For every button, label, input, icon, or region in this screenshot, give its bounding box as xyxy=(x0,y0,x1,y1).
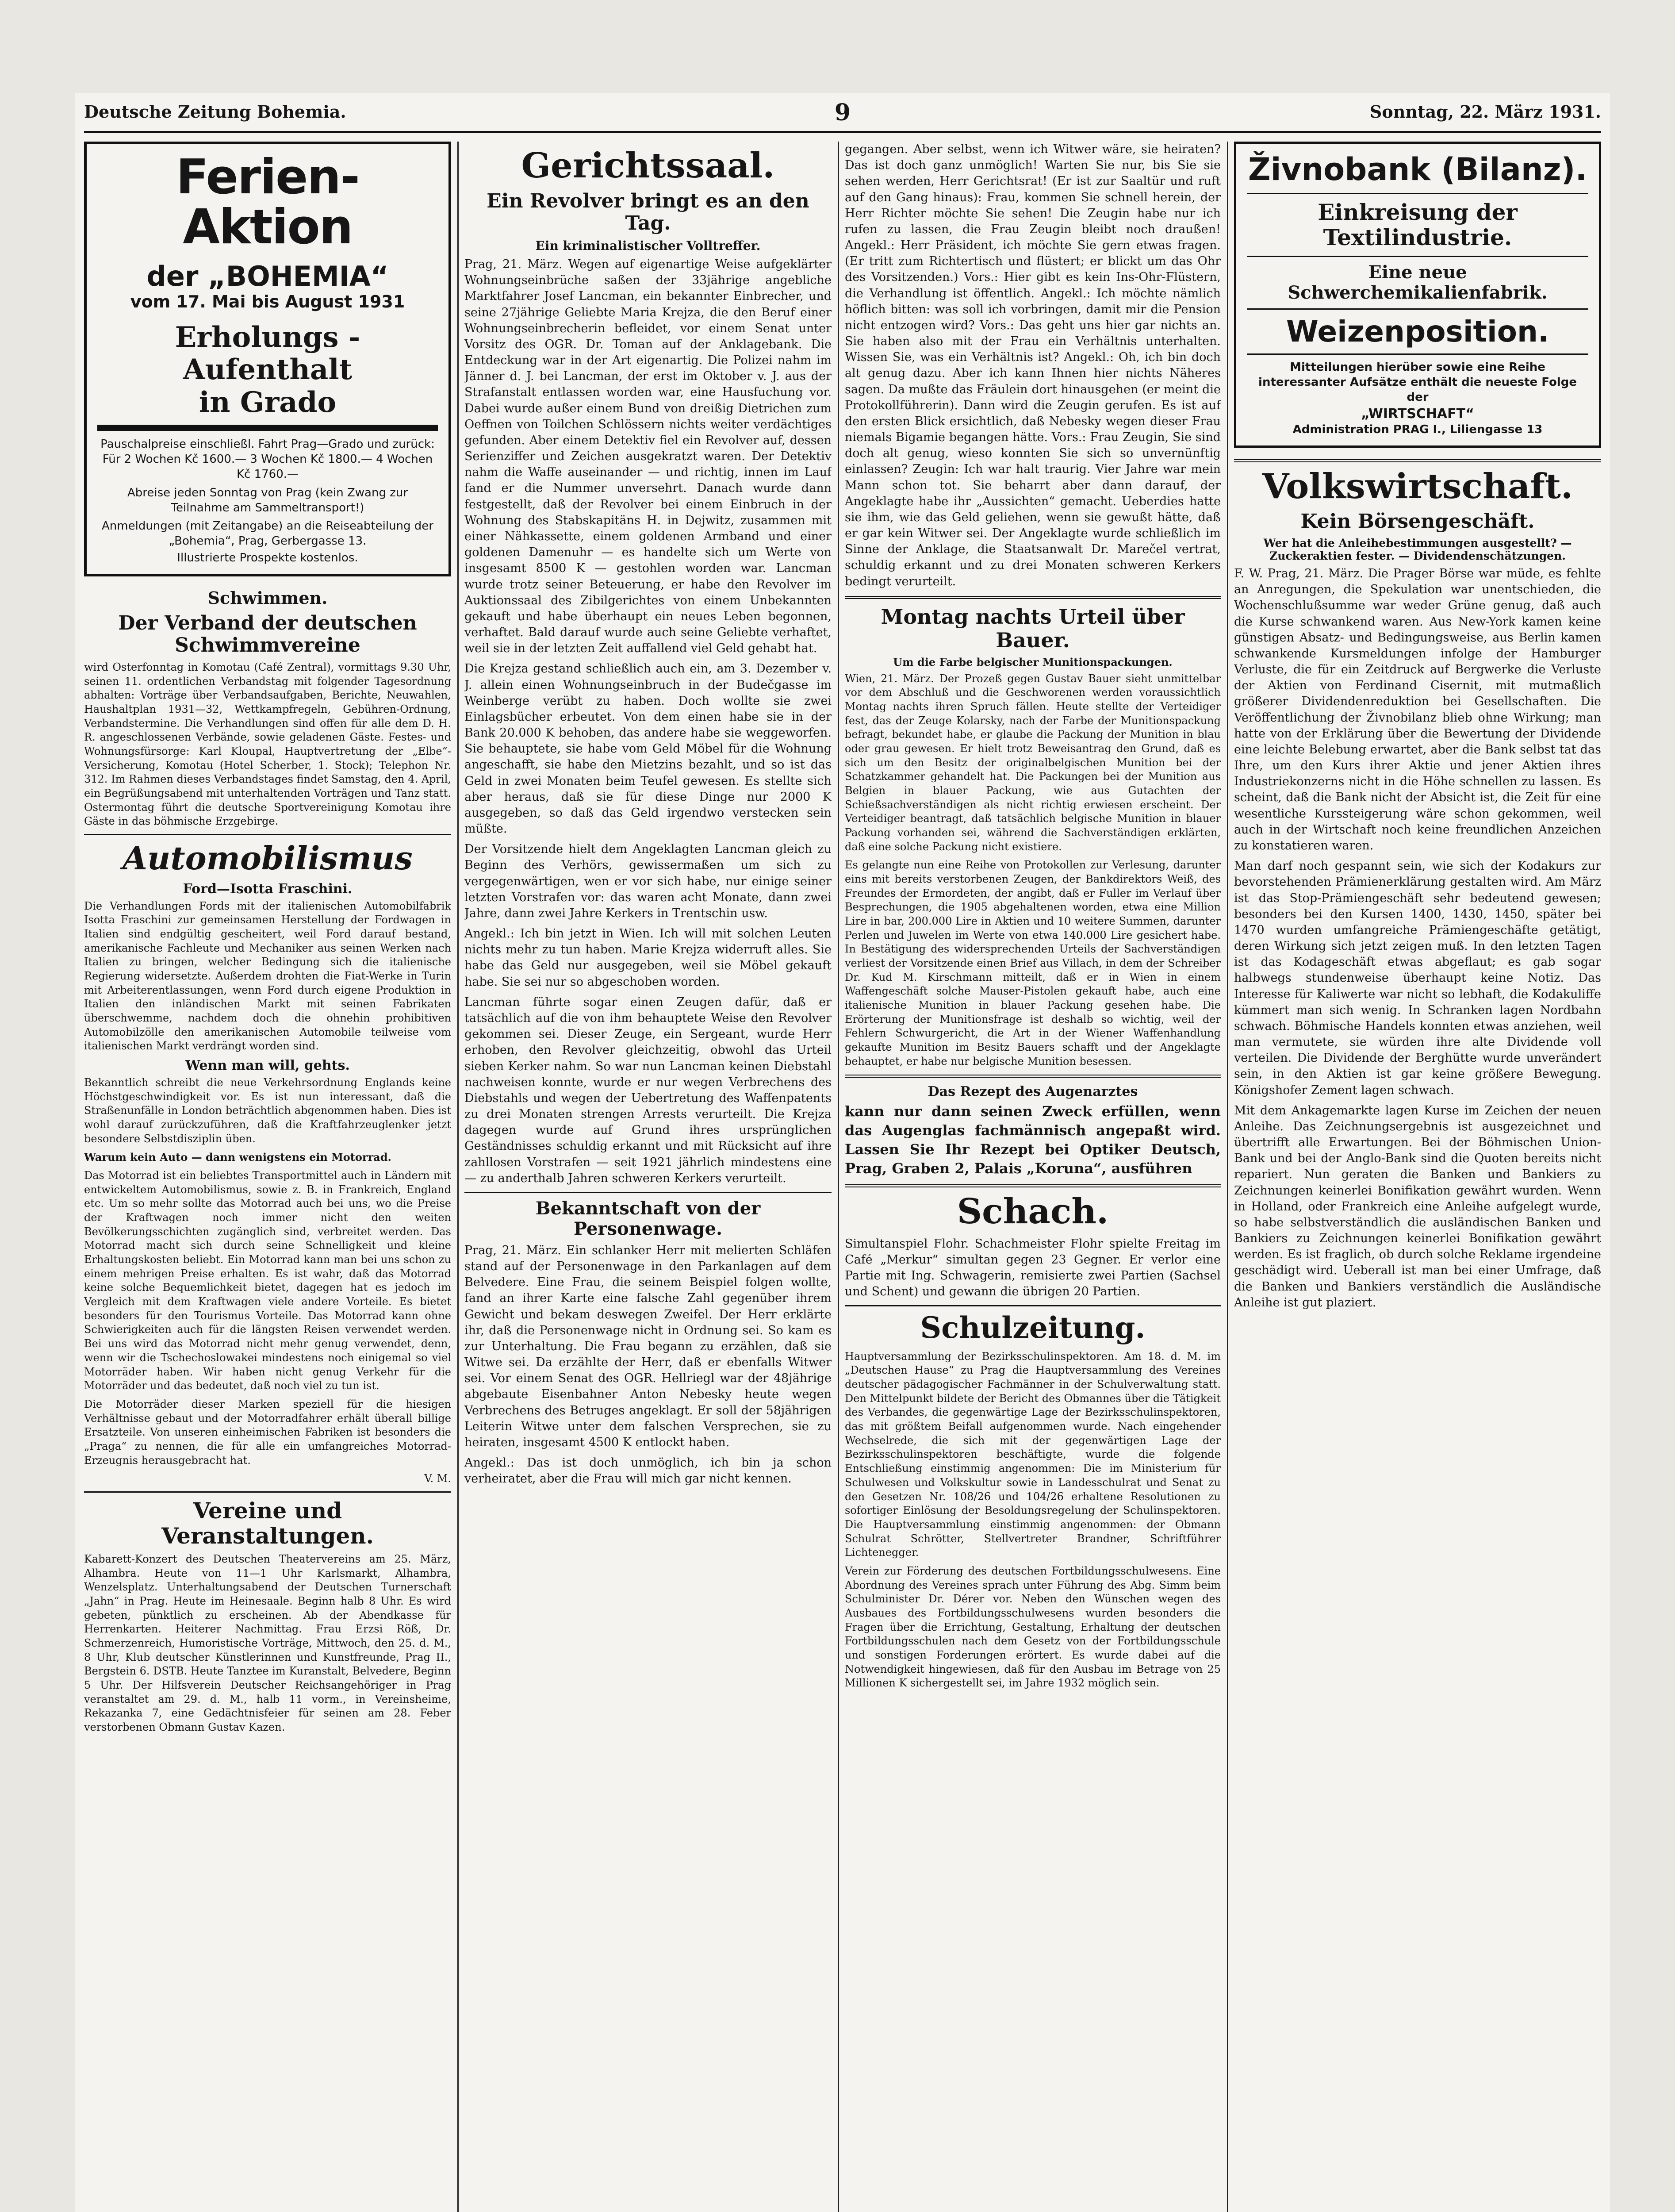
section-heading: Schwimmen. xyxy=(207,588,328,608)
column-divider xyxy=(838,142,839,2212)
article-body: Das Motorrad ist ein beliebtes Transportmittel auch in Ländern mit entwickeltem Automobilismus, sowie z. B. in Frankreich, England etc. Um so mehr sollte das Motorrad auch bei uns, wo die Preise der Kraftwagen noch immer nicht den weiten Bevölkerungsschichten zugänglich sind, verbreitet werden. Das Motorrad macht sich durch seine Schnelligkeit und kleine Erhaltungskosten beliebt. Ein Motorrad kann man bei uns schon zu einem mehrigen Preise erhalten. Es ist wahr, daß das Motorrad keine solche Bequemlichkeit bietet, dagegen hat es jedoch im Vergleich mit dem Kraftwagen viele andere Vorteile. Es bietet besonders für den Tourismus Vorteile. Das Motorrad kann ohne Schwierigkeiten auch für die längsten Reisen verwendet werden. Bei uns wird das Motorrad nicht mehr genug verwendet, denn, wenn wir die Tschechoslowakei mindestens noch einigemal so viel Motorräder haben. Wir haben nicht genug Verkehr für die Motorräder und das bedeutet, daß noch viel zu tun ist. xyxy=(84,1169,451,1392)
rule xyxy=(845,1184,1221,1187)
ad-line: Einkreisung der Textilindustrie. xyxy=(1318,199,1518,250)
rule xyxy=(845,1305,1221,1306)
article-body: Simultanspiel Flohr. Schachmeister Flohr spielte Freitag im Café „Merkur“ simultan gegen 23 Gegner. Er verlor eine Partie mit Ing. Schwagerin, remisierte zwei Partien (Sachsel und Schent) und gewann die übrigen 20 Partien. xyxy=(845,1237,1221,1299)
column-divider xyxy=(457,142,459,2212)
section-heading: Automobilismus xyxy=(123,839,413,877)
article-body: Hauptversammlung der Bezirksschulinspektoren. Am 18. d. M. im „Deutschen Hause“ zu Prag die Hauptversammlung des Vereines deutscher pädagogischer Fachmänner in der Schulverwaltung statt. Den Mittelpunkt bildete der Bericht des Obmannes über die Tätigkeit des Verbandes, die gegenwärtige Lage der Bezirksschulinspektoren, das mit größtem Beifall aufgenommen wurde. Nach eingehender Wechselrede, die sich mit der gegenwärtigen Lage der Bezirksschulinspektoren beschäftigte, wurde die folgende Entschließung einstimmig angenommen: Die im Ministerium für Schulwesen und Volkskultur sowie in Landesschulrat und Senat zu den Gesetzen Nr. 108/26 und 104/26 erhaltene Resolutionen zu sofortiger Einlösung der Besoldungsregelung der Schulinspektoren. Die Hauptversammlung einstimmig angenommen: der Obmann Schulrat Schrötter, Stellvertreter Brandner, Schriftführer Lichtenegger. xyxy=(845,1350,1221,1559)
article-body: Angekl.: Das ist doch unmöglich, ich bin ja schon verheiratet, aber die Frau will mich gar nicht kennen. xyxy=(464,1456,832,1486)
rule xyxy=(1247,308,1588,310)
article-title: Der Verband der deutschen Schwimmvereine xyxy=(118,611,417,657)
article-body: Bekanntlich schreibt die neue Verkehrsordnung Englands keine Höchstgeschwindigkeit vor. Es ist nun interessant, daß die Straßenunfälle in London beträchtlich abgenommen haben. Dies ist wohl darauf zurückzuführen, daß die Kraftfahrzeuglenker jetzt besondere Selbstdisziplin üben. xyxy=(84,1076,451,1145)
rule xyxy=(845,1075,1221,1078)
article-subtitle: Wer hat die Anleihebestimmungen ausgestellt? — Zuckeraktien fester. — Dividendenschätzungen. xyxy=(1263,537,1572,563)
article-title: Kein Börsengeschäft. xyxy=(1300,510,1535,533)
ad-wirtschaft: „WIRTSCHAFT“ xyxy=(1361,406,1474,422)
rule xyxy=(84,1491,451,1493)
ad-body: kann nur dann seinen Zweck erfüllen, wenn das Augenglas fachmännisch angepaßt wird. Lassen Sie Ihr Rezept bei Optiker Deutsch, Prag, Graben 2, Palais „Koruna“, ausführen xyxy=(845,1103,1221,1177)
article-body: Die Motorräder dieser Marken speziell für die hiesigen Verhältnisse gebaut und der Motorradfahrer erhält überall billige Ersatzteile. Von unseren einheimischen Fabriken ist besonders die „Praga“ zu nennen, die für alle ein umfangreiches Motorrad-Erzeugnis herausgebracht hat. xyxy=(84,1398,451,1467)
section-heading: Vereine und Veranstaltungen. xyxy=(161,1497,374,1549)
page-number: 9 xyxy=(834,99,851,126)
article-body: Die Krejza gestand schließlich auch ein, am 3. Dezember v. J. allein einen Wohnungseinbruch in der Budečgasse im Weinberge verübt zu haben. Doch wollte sie zwei Einlagsbücher erbeutet. Von dem einen habe sie in der Bank 20.000 K behoben, das andere habe sie weggeworfen. Sie behauptete, sie habe vom Geld Möbel für die Wohnung angeschafft, sie habe den Mietzins bezahlt, und so ist das Geld in zwei Monaten beim Teufel gewesen. Es stellte sich aber heraus, daß sie für diese Dinge nur 2000 K ausgegeben, so daß das Geld irgendwo verstecken sein müßte. xyxy=(464,662,832,836)
article-body: Angekl.: Ich bin jetzt in Wien. Ich will mit solchen Leuten nichts mehr zu tun haben. Marie Krejza widerruft alles. Sie habe das Geld nur ausgegeben, weil sie Möbel gekauft habe. Sie sei nur so abgeschoben worden. xyxy=(464,927,832,989)
ad-title: Das Rezept des Augenarztes xyxy=(928,1084,1138,1100)
article-subtitle: Um die Farbe belgischer Munitionspackungen. xyxy=(893,655,1173,668)
article-subtitle: Ein kriminalistischer Volltreffer. xyxy=(535,238,761,253)
page-header xyxy=(84,99,1601,128)
article-body: Wien, 21. März. Der Prozeß gegen Gustav Bauer sieht unmittelbar vor dem Abschluß und die Geschworenen werden voraussichtlich Montag nachts ihren Spruch fällen. Heute stellte der Verteidiger fest, das der Zeuge Kolarsky, nach der Farbe der Munitionspackung befragt, bekundet habe, er glaube die Packung der Munition in blau oder grau gewesen. Er hielt trotz Beweisantrag den Grund, daß es sich um den Besitz der originalbelgischen Munition bei der Schatzkammer gehandelt hat. Die Packungen bei der Munition aus Belgien in blauer Packung, wie aus Gutachten der Schießsachverständigen als nicht richtig erwiesen erscheint. Der Verteidiger beantragt, daß tatsächlich belgische Munition in blauer Packung vorhanden sei, während die Sachverständigen erklärten, daß eine solche Packung nicht existiere. xyxy=(845,672,1221,853)
article-body: Der Vorsitzende hielt dem Angeklagten Lancman gleich zu Beginn des Verhörs, gewissermaßen um sich zu vergegenwärtigen, wen er vor sich habe, nur einige seiner letzten Vorstrafen vor: das waren acht Monate, dann zwei Jahre, dann zwei Jahre Kerkers in Trentschin usw. xyxy=(464,842,832,920)
paper-name: Deutsche Zeitung Bohemia. xyxy=(84,102,346,122)
rule xyxy=(1247,256,1588,257)
article-title: Ford—Isotta Fraschini. xyxy=(183,881,353,897)
section-heading: Schulzeitung. xyxy=(920,1310,1146,1345)
article-body: Es gelangte nun eine Reihe von Protokollen zur Verlesung, darunter eins mit bereits verstorbenen Zeugen, der Bankdirektors Weiß, des Freundes der Ermordeten, der angibt, daß er Fuller im Verlauf über Besprechungen, die 1905 abgehaltenen worden, etwa eine Million Lire in bar, 200.000 Lire in Aktien und 10 weitere Summen, darunter Perlen und Juwelen im Werte von etwa 140.000 Lire gesichert habe. In Bestätigung des widersprechenden Urteils der Sachverständigen verliest der Vorsitzende einen Brief aus Villach, in dem der Schreiber Dr. Kud M. Kirschmann mitteilt, daß er in Wien in einem Waffengeschäft solche Mauser-Pistolen gekauft habe, auch eine italienische Munition in blauer Packung gesehen habe. Die Erörterung der Munitionsfrage ist deshalb so wichtig, weil der Fehlern Schwurgericht, die Art in der Wiener Waffenhandlung gekaufte Munition im Besitz Bauers schafft und der Angeklagte behauptet, er habe nur belgische Munition besessen. xyxy=(845,859,1221,1068)
ad-abreise: Abreise jeden Sonntag von Prag (kein Zwang zur Teilnahme am Sammeltransport!) xyxy=(127,486,408,515)
rule xyxy=(845,596,1221,599)
ad-title: Ferien-Aktion xyxy=(176,150,359,255)
ad-bar xyxy=(97,425,438,431)
article-body: Prag, 21. März. Wegen auf eigenartige Weise aufgeklärter Wohnungseinbrüche saßen der 33jährige angebliche Marktfahrer Josef Lancman, ein bekannter Einbrecher, und seine 27jährige Geliebte Maria Krejza, die den Beruf einer Wohnungseinbrecherin befleidet, vor einem Senat unter Vorsitz des OGR. Dr. Toman auf der Anklagebank. Die Entdeckung war in der Art eigenartig. Die Polizei nahm im Jänner d. J. bei Lancman, der erst im Oktober v. J. aus der Strafanstalt entlassen worden war, eine Hausfuchung vor. Dabei wurde außer einem Bund von dreißig Dietrichen zum Oeffnen von Toilchen Schlössern nichts weiter verdächtiges gefunden. Aber einem Detektiv fiel ein Revolver auf, dessen Serienziffer und Zeichen ausgekratzt waren. Der Detektiv nahm die Waffe auseinander — und richtig, innen im Lauf fand er die Nummer unversehrt. Danach wurde dann festgestellt, daß der Revolver bei einem Einbruch in der Wohnung des Stabskapitäns H. in Dejwitz, zusammen mit einer Nähkassette, einem goldenen Armband und einer goldenen Damenuhr — es handelte sich um Werte von insgesamt 8500 K — gestohlen worden war. Lancman wurde trotz seiner Beteuerung, er habe den Revolver im Auktionssaal des Zibilgerichtes von einem Unbekannten gekauft und habe überhaupt ein neues Leben begonnen, verhaftet. Bald darauf wurde auch seine Geliebte verhaftet, weil sie in der letzten Zeit auffallend viel Geld gehabt hat. xyxy=(464,257,832,656)
article-body: Lancman führte sogar einen Zeugen dafür, daß er tatsächlich auf die von ihm behauptete Weise den Revolver gekommen sei. Dieser Zeuge, ein Sergeant, wurde Herr erhoben, den Revolver gleichzeitig, obwohl das Urteil sieben Kerker nahm. So war nun Lancman keinen Diebstahl nachweisen konnte, wurde er nur wegen Verbrechens des Diebstahls und wegen der Uebertretung des Waffenpatents zu drei Monaten strengen Arrests verurteilt. Die Krejza dagegen wurde auf Grund ihres ursprünglichen Geständnisses schuldig erkannt und mit Rücksicht auf ihre zahllosen Vorstrafen — seit 1921 jährlich mindestens eine — zu anderthalb Jahren schweren Kerkers verurteilt. xyxy=(464,995,832,1185)
header-rule xyxy=(84,131,1601,133)
ad-line: vom 17. Mai bis August 1931 xyxy=(130,292,405,312)
rule xyxy=(464,1192,832,1193)
issue-date: Sonntag, 22. März 1931. xyxy=(1369,102,1601,122)
rule xyxy=(1247,193,1588,194)
article-body: gegangen. Aber selbst, wenn ich Witwer wäre, sie heiraten? Das ist doch ganz unmöglich! Warten Sie nur, bis Sie sie sehen werden, Herr Gerichtsrat! (Er ist zur Saaltür und ruft auf den Gang hinaus): Frau, kommen Sie schnell herein, der Herr Richter möchte Sie sehen! Die Zeugin habe nur ich rufen zu lassen, die Frau Zeugin bleibt noch draußen! Angekl.: Herr Präsident, ich möchte Sie gern etwas fragen. (Er tritt zum Richtertisch und flüstert; er blickt um das Ohr des Vorsitzenden.) Vors.: Hier gibt es kein Ins-Ohr-Flüstern, die Verhandlung ist öffentlich. Angekl.: Ich möchte nämlich höflich bitten: was soll ich vorbringen, damit mir die Pension nicht entzogen wird? Vors.: Das geht uns hier gar nichts an. Sie haben also mit der Frau ein Verhältnis unterhalten. Wissen Sie, was ein Verhältnis ist? Angekl.: Oh, ich bin doch alt genug dazu. Aber ich kann Ihnen hier nichts Näheres sagen. Da mußte das Fräulein dort hinausgehen (er meint die Protokollführerin). Dann wird die Zeugin gerufen. Es ist auf den ersten Blick ersichtlich, daß Nebesky wegen dieser Frau niemals Bigamie begangen hätte. Vors.: Frau Zeugin, Sie sind doch alt genug, wieso konnten Sie sich so unvernünftig einlassen? Zeugin: Ich war halt traurig. Vier Jahre war mein Mann schon tot. Sie beharrt aber dann darauf, der Angeklagte habe ihr „Aussichten“ gemacht. Ueberdies hatte sie ihm, wie das Geld geliehen, wenn sie gewußt hätte, daß er gar kein Witwer sei. Der Angeklagte wurde schließlich im Sinne der Anklage, die Staatsanwalt Dr. Marečel vertrat, schuldig erkannt und zu drei Monaten schweren Kerkers bedingt verurteilt. xyxy=(845,142,1221,588)
ad-line: in Grado xyxy=(199,385,337,419)
article-title: Montag nachts Urteil über Bauer. xyxy=(881,604,1185,652)
section-heading: Gerichtssaal. xyxy=(521,146,775,186)
wirtschaft-ad xyxy=(1234,142,1601,448)
ad-line: Weizenposition. xyxy=(1286,314,1549,349)
column-2 xyxy=(464,142,832,2212)
rule xyxy=(1247,353,1588,355)
column-4 xyxy=(1234,142,1601,2212)
article-body: Kabarett-Konzert des Deutschen Theatervereins am 25. März, Alhambra. Heute von 11—1 Uhr Karlsmarkt, Alhambra, Wenzelsplatz. Unterhaltungsabend der Deutschen Turnerschaft „Jahn“ in Prag. Heute im Heinesaale. Beginn halb 8 Uhr. Es wird gebeten, pünktlich zu erscheinen. Ab der Abendkasse für Herrenkarten. Heiterer Nachmittag. Frau Erzsi Röß, Dr. Schmerzenreich, Humoristische Vorträge, Mittwoch, den 25. d. M., 8 Uhr, Klub deutscher Künstlerinnen und Kunstfreunde, Prag II., Bergstein 6. DSTB. Heute Tanztee im Kuranstalt, Belvedere, Beginn 5 Uhr. Der Hilfsverein Deutscher Reichsangehöriger in Prag veranstaltet am 29. d. M., halb 11 vorm., in Vereinsheime, Rekazanka 7, eine Gedächtnisfeier für seinen am 28. Feber verstorbenen Obmann Gustav Kazen. xyxy=(84,1552,451,1733)
article-title: Ein Revolver bringt es an den Tag. xyxy=(487,189,809,235)
newspaper-page xyxy=(75,93,1610,2212)
rule xyxy=(84,834,451,835)
section-heading: Volkswirtschaft. xyxy=(1262,466,1573,507)
ad-note: Mitteilungen hierüber sowie eine Reihe interessanter Aufsätze enthält die neueste Folge der xyxy=(1258,361,1577,404)
section-heading: Schach. xyxy=(957,1191,1109,1232)
column-divider xyxy=(1227,142,1228,2212)
ferien-aktion-ad xyxy=(84,142,451,576)
article-body: Prag, 21. März. Ein schlanker Herr mit melierten Schläfen stand auf der Personenwage in den Parkanlagen auf dem Belvedere. Eine Frau, die seinem Beispiel folgen wollte, fand an ihrer Karte eine falsche Zahl gegenüber ihrem Gewicht und bekam deswegen Zweifel. Der Herr erklärte ihr, daß die Personenwage nicht in Ordnung sei. So kam es zur Unterhaltung. Die Frau begann zu erzählen, daß sie Witwe sei. Da erzählte der Herr, daß er ebenfalls Witwer sei. Vor einem Senat des OGR. Hellriegl war der 48jährige abgebaute Eisenbahner Anton Nebesky heute wegen Verbrechens des Betruges angeklagt. Er soll der 58jährigen Leiterin Witwe unter dem falschen Versprechen, sie zu heiraten, insgesamt 4500 K entlockt haben. xyxy=(464,1243,832,1449)
ad-anmeldung: Anmeldungen (mit Zeitangabe) an die Reiseabteilung der „Bohemia“, Prag, Gerbergasse 13. xyxy=(102,519,433,548)
article-body: F. W. Prag, 21. März. Die Prager Börse war müde, es fehlte an Anregungen, die Spekulation war unentschieden, die Wochenschlußsumme war weder Grüne genug, daß auch die Kurse schwankend waren. Aus New-York kamen keine günstigen Absatz- und Bedingungsweise, aus Berlin kamen schwankende Kursmeldungen infolge der Hamburger Verluste, die für ein Zeitdruck auf Bergwerke die Verluste der Aktien von Ferdinand Cisernit, mit mutmaßlich größerer Dividendenreduktion bei Gesellschaften. Die Veröffentlichung der Živnobilanz blieb ohne Wirkung; man hatte von der Erklärung über die Bewertung der Dividende eine leichte Belebung erwartet, aber die Bank selbst tat das Ihre, um den Kurs ihrer Aktie und jener Aktien ihres Industriekonzerns nicht in die Höhe schnellen zu lassen. Es scheint, daß die Bank nicht der Absicht ist, die Zeit für eine wesentliche Kurssteigerung wäre schon gekommen, weil auch in der Wirtschaft noch keine freundlichen Anzeichen zu konstatieren waren. xyxy=(1234,567,1601,853)
article-body: Die Verhandlungen Fords mit der italienischen Automobilfabrik Isotta Fraschini zur gemeinsamen Herstellung der Fordwagen in Italien sind endgültig gescheitert, weil Ford darauf bestand, amerikanische Fachleute und Mechaniker aus seinen Werken nach Italien zu bringen, welcher Bedingung sich die italienische Regierung widersetzte. Außerdem drohten die Fiat-Werke in Turin mit Arbeiterentlassungen, wenn Ford durch eigene Produktion in Italien den inländischen Markt mit seinen Fabrikaten überschwemme, nachdem doch die ohnehin prohibitiven Automobilzölle den amerikanischen Automobile teilweise vom italienischen Markt verdrängt worden sind. xyxy=(84,899,451,1052)
ad-prospekte: Illustrierte Prospekte kostenlos. xyxy=(177,551,358,565)
column-3 xyxy=(845,142,1221,2212)
article-body: Man darf noch gespannt sein, wie sich der Kodakurs zur bevorstehenden Prämienerklärung gestalten wird. Am März ist das Stop-Prämiengeschäft sehr bedeutend gewesen; besonders bei den Kursen 1400, 1430, 1450, später bei 1470 wurden umfangreiche Prämiengeschäfte getätigt, deren Wirkung sich jetzt zeigen muß. In den letzten Tagen ist das Kodageschäft etwas abgeflaut; es gab sogar halbwegs stundenweise überhaupt keine Notiz. Das Interesse für Kaliwerte war nicht so lebhaft, die Kodakuliffe kümmert man sich wenig. In Schranken lagen Nordbahn schwach. Böhmische Handels konnten etwas anziehen, weil man vermutete, sie würden ihre alte Dividende voll verteilen. Die Dividende der Berghütte wurde unverändert sein, in den Aktien ist gar keine größere Bewegung. Königshofer Zement lagen schwach. xyxy=(1234,859,1601,1097)
ad-title: Živnobank (Bilanz). xyxy=(1248,151,1587,188)
ad-line: Eine neue Schwerchemikalienfabrik. xyxy=(1288,261,1548,303)
article-body: wird Osterfonntag in Komotau (Café Zentral), vormittags 9.30 Uhr, seinen 11. ordentlichen Verbandstag mit folgender Tagesordnung abhalten: Vorträge über Verbandsaufgaben, Berichte, Neuwahlen, Haushaltplan 1931—32, Wettkampfregeln, Gebühren-Ordnung, Verbandstermine. Die Verhandlungen sind offen für alle dem D. H. R. angeschlossenen Verbände, sowie geladenen Gäste. Festes- und Wohnungsfürsorge: Karl Kloupal, Hauptvertretung der „Elbe“-Versicherung, Komotau (Hotel Scherber, 1. Stock); Telephon Nr. 312. Im Rahmen dieses Verbandstages findet Samstag, den 4. April, ein Begrüßungsabend mit unterhaltenden Vorträgen und Tanz statt. Ostermontag führt die deutsche Sportvereinigung Komotau ihre Gäste in das böhmische Erzgebirge. xyxy=(84,661,451,828)
column-1 xyxy=(84,142,451,2212)
rule xyxy=(1234,459,1601,462)
ad-line: Erholungs - Aufenthalt xyxy=(175,320,360,387)
article-title: Bekanntschaft von der Personenwage. xyxy=(535,1198,761,1239)
article-body: Mit dem Ankagemarkte lagen Kurse im Zeichen der neuen Anleihe. Das Zeichnungsergebnis ist ausgezeichnet und übertrifft alle Erwartungen. Bei der Böhmischen Union-Bank und bei der Anglo-Bank sind die Quoten bereits nicht repariert. Nun geraten die Banken und Bankiers zu Zeichnungen keinerlei Bonifikation gewährt wurden. Wenn in Holland, oder Frankreich eine Anleihe aufgelegt wurde, so habe selbstverständlich die ausländischen Banken und Bankiers zu Zeichnungen keinerlei Bonifikation gewährt werden. Es ist fraglich, ob durch solche Reklame irgendeine geschädigt wird. Ueberall ist man bei einer Umfrage, daß die Banken und Bankiers verständlich die Ausländische Anleihe ist gut plaziert. xyxy=(1234,1103,1601,1310)
article-body: Verein zur Förderung des deutschen Fortbildungsschulwesens. Eine Abordnung des Vereines sprach unter Führung des Abg. Simm beim Schulminister Dr. Dérer vor. Neben den Wünschen wegen des Ausbaues des Fortbildungsschulwesens wurden besonders die Fragen über die Errichtung, Gestaltung, Erhaltung der deutschen Fortbildungsschulen nach dem Gesetz von der Fortbildungsschule und sonstigen Forderungen erörtert. Es wurde dabei auf die Notwendigkeit hingewiesen, daß für den Ausbau im Betrage von 25 Millionen K sichergestellt sei, im Jahre 1932 möglich sein. xyxy=(845,1564,1221,1690)
ad-line: der „BOHEMIA“ xyxy=(146,260,389,292)
ad-admin: Administration PRAG I., Liliengasse 13 xyxy=(1292,422,1543,436)
article-title: Warum kein Auto — dann wenigstens ein Motorrad. xyxy=(84,1151,391,1164)
signature: V. M. xyxy=(424,1472,451,1485)
ad-price: Pauschalpreise einschließl. Fahrt Prag—Grado und zurück: Für 2 Wochen Kč 1600.— 3 Wochen Kč 1800.— 4 Wochen Kč 1760.— xyxy=(100,438,435,481)
article-title: Wenn man will, gehts. xyxy=(185,1058,350,1074)
